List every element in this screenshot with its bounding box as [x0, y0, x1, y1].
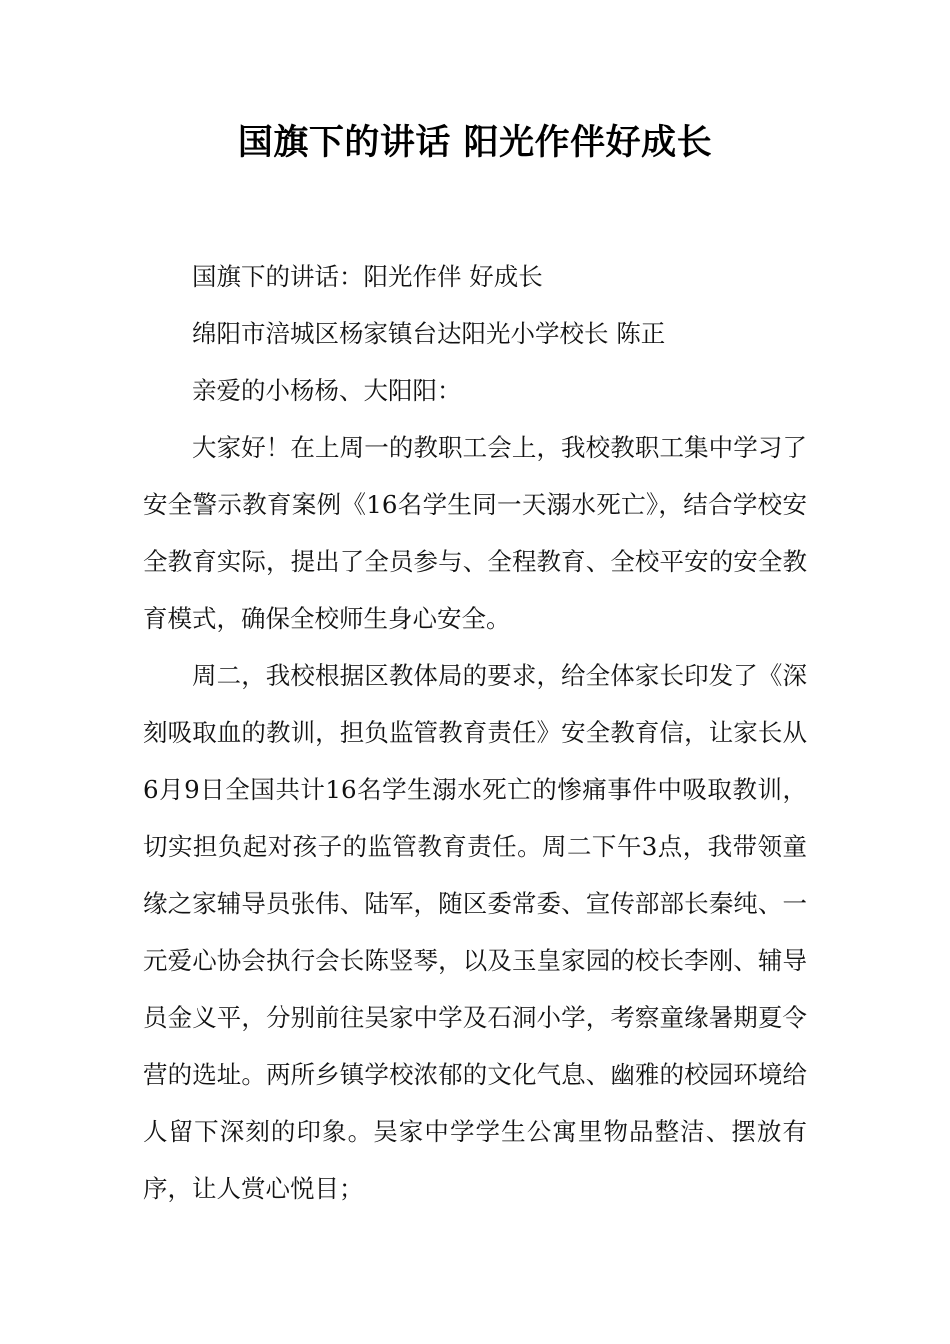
document-body: [143, 248, 807, 1217]
paragraph-body: 大家好！在上周一的教职工会上，我校教职工集中学习了安全警示教育案例《16名学生同一天溺水死亡》，结合学校安全教育实际，提出了全员参与、全程教育、全校平安的安全教育模式，确保全校师生身心安全。: [143, 433, 807, 633]
paragraph-author-line: 绵阳市涪城区杨家镇台达阳光小学校长 陈正: [192, 319, 666, 348]
paragraph-greeting: 亲爱的小杨杨、大阳阳：: [192, 376, 462, 405]
paragraph-body: 周二，我校根据区教体局的要求，给全体家长印发了《深刻吸取血的教训，担负监管教育责任》安全教育信，让家长从6月9日全国共计16名学生溺水死亡的惨痛事件中吸取教训，切实担负起对孩子的监管教育责任。周二下午3点，我带领童缘之家辅导员张伟、陆军，随区委常委、宣传部部长秦纯、一元爱心协会执行会长陈竖琴，以及玉皇家园的校长李刚、辅导员金义平，分别前往吴家中学及石洞小学，考察童缘暑期夏令营的选址。两所乡镇学校浓郁的文化气息、幽雅的校园环境给人留下深刻的印象。吴家中学学生公寓里物品整洁、摆放有序，让人赏心悦目；: [143, 661, 807, 1203]
paragraph-speech-heading: 国旗下的讲话：阳光作伴 好成长: [192, 262, 543, 291]
document-title: 国旗下的讲话 阳光作伴好成长: [237, 123, 713, 163]
